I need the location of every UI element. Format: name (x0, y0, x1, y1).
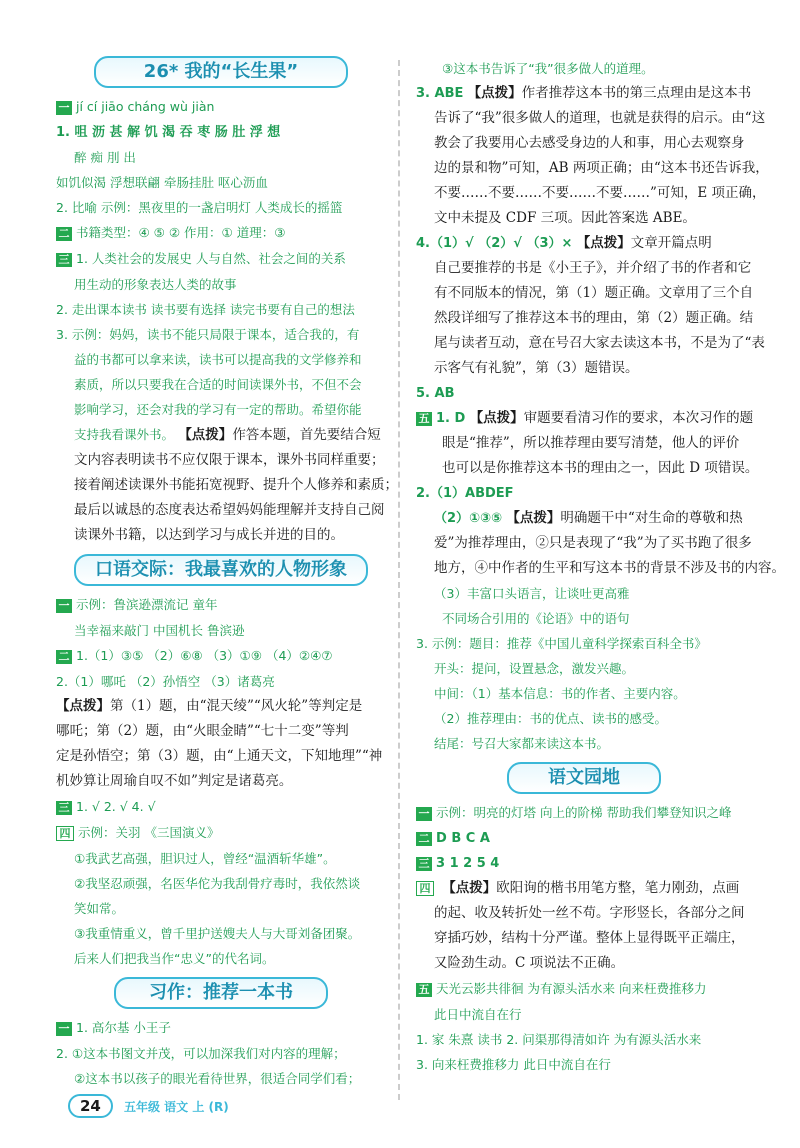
answer-line: （3）丰富口头语言，让谈吐更高雅 (434, 586, 630, 601)
answer-line: D B C A (436, 831, 490, 846)
badge-one: 一 (56, 599, 72, 613)
answer-line: 不同场合引用的《论语》中的语句 (442, 611, 630, 626)
tip-text: 明确题干中“对生命的尊敬和热 (560, 510, 743, 526)
page-footer (68, 1094, 268, 1120)
tip-text: 地方，④中作者的生平和写这本书的背景不涉及书的内容。 (434, 560, 785, 576)
answer-line: 3. 向来枉费推移力 此日中流自在行 (416, 1057, 611, 1072)
right-column (416, 56, 785, 1077)
tip-text: 读课外书籍，以达到学习与成长并进的目的。 (74, 527, 344, 543)
left-column (56, 56, 398, 1091)
badge-three: 三 (56, 253, 72, 267)
tip-label: 【点拨】 (442, 880, 497, 896)
answer-line: 5. AB (416, 386, 455, 401)
answer-line: 示例：关羽 《三国演义》 (78, 825, 220, 840)
answer-line: 3. 示例：妈妈，读书不能只局限于课本，适合我的，有 (56, 327, 360, 342)
answer-line: 素质，所以只要我在合适的时间读课外书，不但不会 (74, 377, 362, 392)
badge-two: 二 (416, 832, 432, 846)
tip-label: 【点拨】 (506, 510, 561, 526)
tip-label: 【点拨】 (467, 85, 522, 101)
tip-label: 【点拨】 (576, 235, 631, 251)
answer-line: 后来人们把我当作“忠义”的代名词。 (74, 951, 275, 966)
answer-line: 2.（1）ABDEF (416, 486, 514, 501)
answer-line: 影响学习，还会对我的学习有一定的帮助。希望你能 (74, 402, 362, 417)
badge-two: 二 (56, 650, 72, 664)
tip-text: 欧阳询的楷书用笔方整，笔力刚劲，点画 (496, 880, 740, 896)
column-divider (398, 60, 400, 1100)
answer-line: 2. ①这本书图文并茂，可以加深我们对内容的理解； (56, 1046, 346, 1061)
badge-one: 一 (56, 1022, 72, 1036)
section-title-garden: 语文园地 (507, 762, 661, 794)
tip-text: 也可以是你推荐这本书的理由之一，因此 D 项错误。 (442, 460, 759, 476)
tip-text: 作者推荐这本书的第三点理由是这本书 (521, 85, 752, 101)
tip-text: 哪吒；第（2）题，由“火眼金睛”“七十二变”等判 (56, 723, 349, 739)
badge-three: 三 (416, 857, 432, 871)
tip-text: 眼是“推荐”，所以推荐理由要写清楚，他人的评价 (442, 435, 740, 451)
answer-line: 1. √ 2. √ 4. √ (76, 799, 156, 814)
answer-line: （2）推荐理由：书的优点、读书的感受。 (434, 711, 667, 726)
tip-label: 【点拨】 (178, 427, 233, 443)
book-label: 五年级 语文 上 (R) (123, 1100, 229, 1114)
answer-line: 支持我看课外书。 (74, 427, 175, 442)
tip-text: 不要……不要……不要……不要……”可知，E 项正确， (434, 185, 766, 201)
tip-text: 又险劲生动。C 项说法不正确。 (434, 955, 625, 971)
answer-line: 益的书都可以拿来读，读书可以提高我的文学修养和 (74, 352, 362, 367)
answer-line: 用生动的形象表达人类的故事 (74, 277, 237, 292)
badge-four: 四 (56, 826, 74, 841)
badge-four: 四 (416, 881, 434, 896)
tip-text: 定是孙悟空；第（3）题，由“上通天文，下知地理”“神 (56, 748, 383, 764)
answer-line: 2. 比喻 示例：黑夜里的一盏启明灯 人类成长的摇篮 (56, 200, 343, 215)
answer-line: 2. 走出课本读书 读书要有选择 读完书要有自己的想法 (56, 302, 355, 317)
pinyin-line: jí cí jiāo cháng wù jiàn (76, 99, 215, 114)
badge-five: 五 (416, 983, 432, 997)
badge-two: 二 (56, 227, 72, 241)
badge-one: 一 (56, 101, 72, 115)
answer-line: 天光云影共徘徊 为有源头活水来 向来枉费推移力 (436, 981, 707, 996)
tip-text: 文内容表明读书不应仅限于课本，课外书同样重要； (74, 452, 385, 468)
tip-text: 穿插巧妙，结构十分严谨。整体上显得既平正端庄， (434, 930, 745, 946)
answer-line: 1. 咀 沥 甚 解 饥 渴 吞 枣 肠 肚 浮 想 (56, 125, 281, 140)
answer-line: 1. 家 朱熹 读书 2. 问渠那得清如许 为有源头活水来 (416, 1032, 702, 1047)
answer-line: 1. D (436, 411, 466, 426)
tip-text: 文中未提及 CDF 三项。因此答案选 ABE。 (434, 210, 696, 226)
answer-line: 3 1 2 5 4 (436, 856, 500, 871)
answer-line: 4.（1）√ （2）√ （3）× (416, 236, 573, 251)
tip-text: 边的景和物”可知，AB 两项正确；由“这本书还告诉我， (434, 160, 769, 176)
badge-three: 三 (56, 801, 72, 815)
answer-line: 此日中流自在行 (434, 1007, 522, 1022)
page-number: 24 (68, 1094, 113, 1118)
answer-line: （2）①③⑤ (434, 511, 503, 526)
tip-text: 自己要推荐的书是《小王子》，并介绍了书的作者和它 (434, 260, 752, 276)
tip-text: 爱”为推荐理由，②只是表现了“我”为了买书跑了很多 (434, 535, 752, 551)
answer-line: 1. 人类社会的发展史 人与自然、社会之间的关系 (76, 251, 346, 266)
tip-text: 尾与读者互动，意在号召大家去读这本书，不是为了“表 (434, 335, 765, 351)
tip-label: 【点拨】 (469, 410, 524, 426)
tip-text: 告诉了“我”很多做人的道理，也就是获得的启示。由“这 (434, 110, 766, 126)
answer-line: ③我重情重义，曾千里护送嫂夫人与大哥刘备团聚。 (74, 926, 361, 941)
answer-line: 开头：提问，设置悬念，激发兴趣。 (434, 661, 635, 676)
answer-line: ②这本书以孩子的眼光看待世界，很适合同学们看； (74, 1071, 361, 1086)
section-title-lesson26: 26* 我的“长生果” (94, 56, 348, 88)
answer-line: 3. ABE (416, 86, 464, 101)
answer-line: 1.（1）③⑤ （2）⑥⑧ （3）①⑨ （4）②④⑦ (76, 648, 333, 663)
answer-line: 3. 示例：题目：推荐《中国儿童科学探索百科全书》 (416, 636, 707, 651)
answer-line: 2.（1）哪吒 （2）孙悟空 （3）诸葛亮 (56, 674, 275, 689)
answer-line: 醉 痴 刖 出 (74, 150, 136, 165)
answer-line: 书籍类型：④ ⑤ ② 作用：① 道理：③ (76, 225, 286, 240)
answer-line: 中间：（1）基本信息：书的作者、主要内容。 (434, 686, 686, 701)
section-title-writing: 习作：推荐一本书 (114, 977, 328, 1009)
answer-line: 示例：明亮的灯塔 向上的阶梯 帮助我们攀登知识之峰 (436, 805, 732, 820)
tip-text: 有不同版本的情况，第（1）题正确。文章用了三个自 (434, 285, 754, 301)
tip-text: 机妙算让周瑜自叹不如”判定是诸葛亮。 (56, 773, 293, 789)
section-title-oral: 口语交际：我最喜欢的人物形象 (74, 554, 368, 586)
tip-text: 第（1）题，由“混天绫”“风火轮”等判定是 (110, 698, 363, 714)
tip-text: 教会了我要用心去感受身边的人和事，用心去观察身 (434, 135, 745, 151)
tip-text: 的起、收及转折处一丝不苟。字形竖长，各部分之间 (434, 905, 745, 921)
answer-line: ①我武艺高强，胆识过人，曾经“温酒斩华雄”。 (74, 851, 336, 866)
tip-label: 【点拨】 (56, 698, 110, 714)
answer-line: 1. 高尔基 小王子 (76, 1020, 171, 1035)
answer-line: 结尾：号召大家都来读这本书。 (434, 736, 610, 751)
tip-text: 作答本题，首先要结合短 (232, 427, 381, 443)
answer-line: 当幸福来敲门 中国机长 鲁滨逊 (74, 623, 245, 638)
tip-text: 文章开篇点明 (630, 235, 712, 251)
answer-line: ③这本书告诉了“我”很多做人的道理。 (442, 61, 654, 76)
tip-text: 审题要看清习作的要求，本次习作的题 (523, 410, 754, 426)
answer-line: 示例：鲁滨逊漂流记 童年 (76, 597, 218, 612)
answer-line: 如饥似渴 浮想联翩 牵肠挂肚 呕心沥血 (56, 175, 268, 190)
tip-text: 最后以诚恳的态度表达希望妈妈能理解并支持自己阅 (74, 502, 385, 518)
answer-line: ②我坚忍顽强，名医华佗为我刮骨疗毒时，我依然谈 (74, 876, 361, 891)
badge-one: 一 (416, 807, 432, 821)
tip-text: 示客气有礼貌”，第（3）题错误。 (434, 360, 639, 376)
answer-line: 笑如常。 (74, 901, 125, 916)
badge-five: 五 (416, 412, 432, 426)
tip-text: 然段详细写了推荐这本书的理由，第（2）题正确。结 (434, 310, 754, 326)
tip-text: 接着阐述读课外书能拓宽视野、提升个人修养和素质； (74, 477, 398, 493)
